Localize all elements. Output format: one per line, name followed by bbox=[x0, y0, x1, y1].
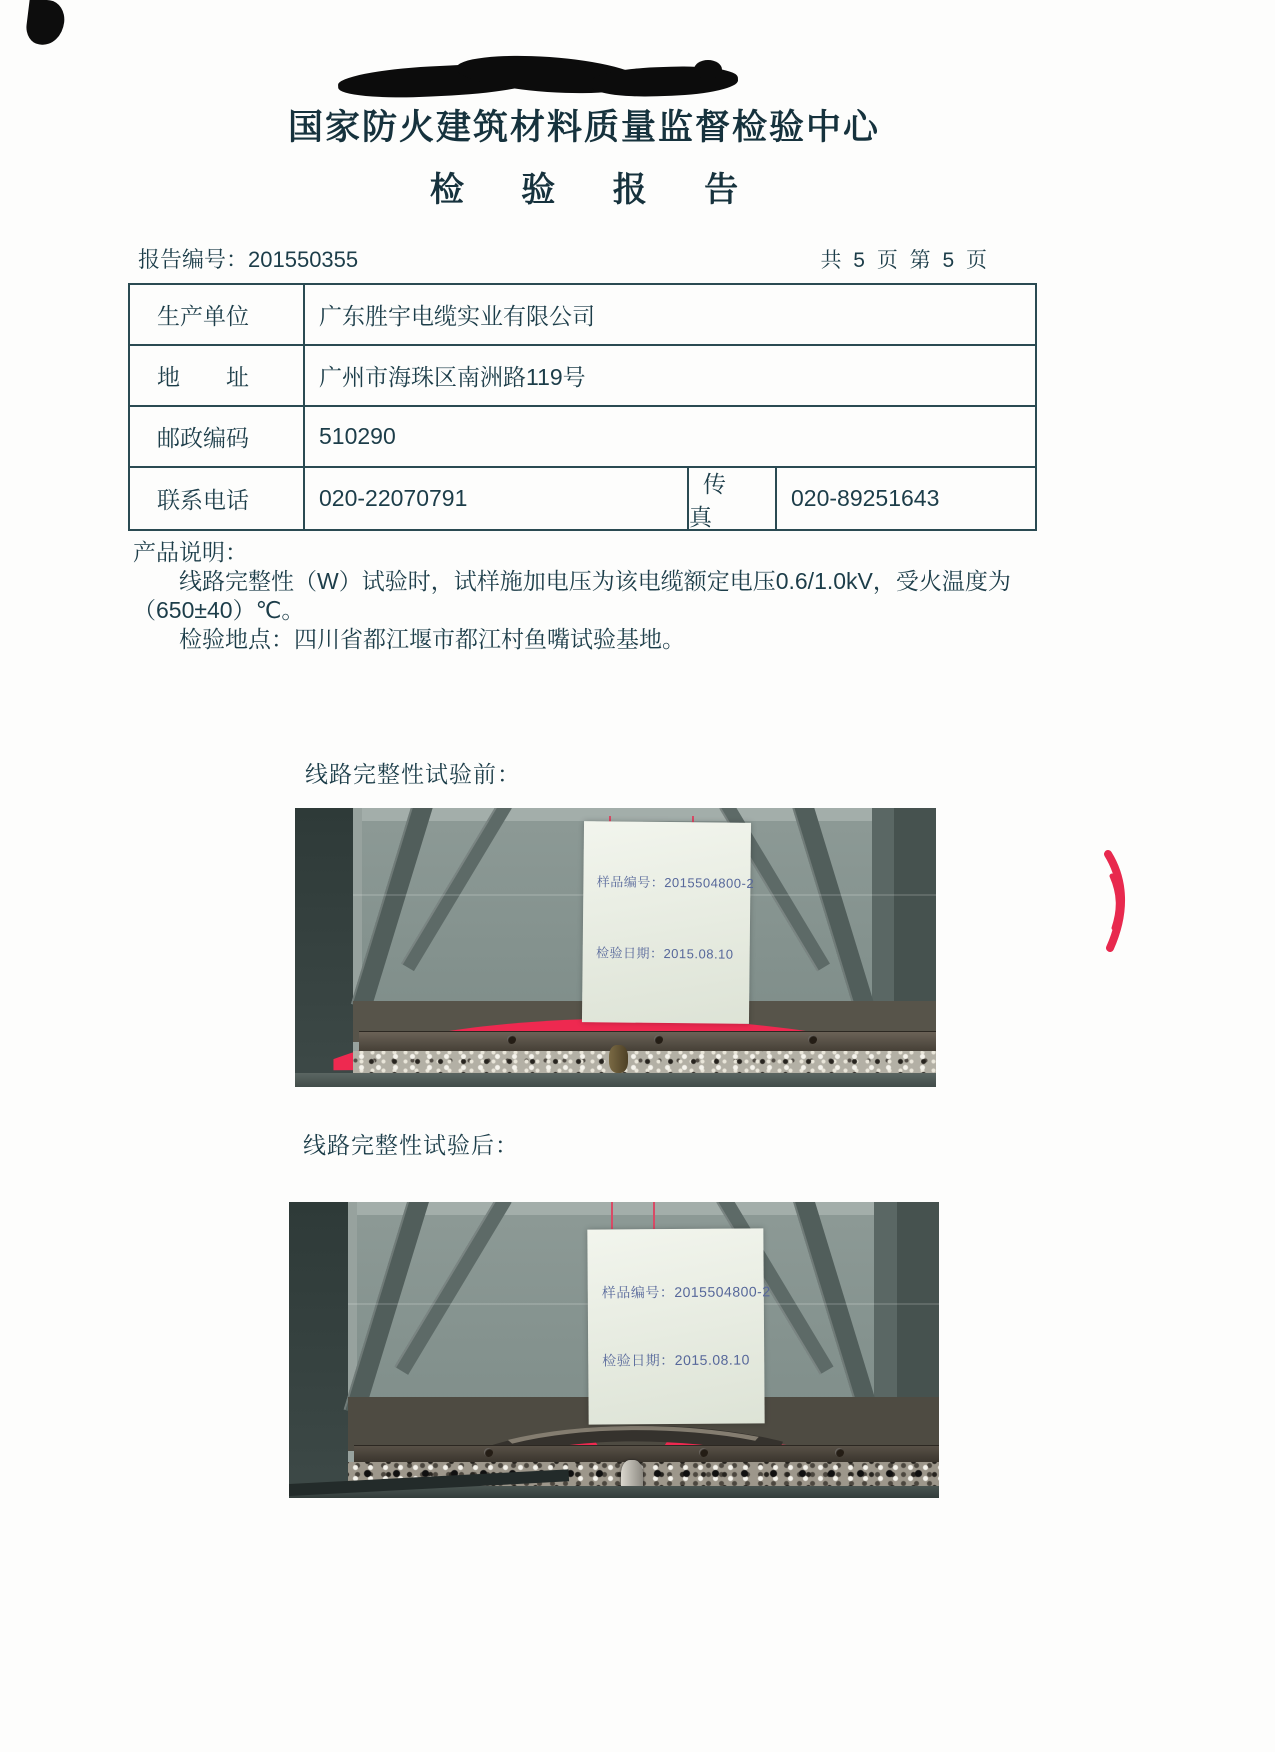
report-number-value: 201550355 bbox=[248, 247, 359, 272]
manufacturer-info-table bbox=[128, 283, 1037, 531]
table-row bbox=[130, 407, 1035, 468]
product-description-heading: 产品说明： bbox=[133, 539, 248, 565]
inspection-date-text: 检验日期：2015.08.10 bbox=[602, 1351, 750, 1369]
photo-bolt bbox=[699, 1448, 708, 1457]
info-label: 地 址 bbox=[130, 346, 305, 405]
product-description bbox=[133, 538, 1033, 654]
product-description-line: （650±40）℃。 bbox=[133, 597, 305, 623]
photo-bolt bbox=[507, 1035, 516, 1044]
info-value: 020-22070791 bbox=[319, 485, 468, 511]
page-title: 国家防火建筑材料质量监督检验中心 bbox=[287, 108, 880, 147]
scan-ink-blot bbox=[24, 0, 66, 47]
page-subtitle: 检 验 报 告 bbox=[429, 171, 763, 209]
photo-after-caption: 线路完整性试验后： bbox=[303, 1132, 519, 1158]
photo-after bbox=[289, 1202, 939, 1498]
info-label: 邮政编码 bbox=[130, 407, 305, 466]
sample-number-text: 样品编号：2015504800-2 bbox=[601, 1282, 771, 1300]
scan-ink-smudge-part bbox=[694, 60, 722, 79]
product-description-line: 线路完整性（W）试验时，试样施加电压为该电缆额定电压0.6/1.0kV，受火温度为 bbox=[179, 568, 1011, 594]
info-value: 广东胜宇电缆实业有限公司 bbox=[319, 303, 595, 329]
product-description-line: 检验地点：四川省都江堰市都江村鱼嘴试验基地。 bbox=[179, 626, 685, 652]
photo-before bbox=[295, 808, 936, 1087]
photo-center-bolt bbox=[609, 1045, 628, 1073]
report-meta-row bbox=[138, 243, 990, 274]
photo-lower-bar bbox=[295, 1073, 936, 1087]
info-value: 广州市海珠区南洲路119号 bbox=[319, 364, 586, 390]
photo-bolt bbox=[484, 1448, 493, 1457]
sample-number-text: 样品编号：2015504800-2 bbox=[597, 874, 755, 892]
photo-bolt bbox=[835, 1448, 844, 1457]
photo-before-caption: 线路完整性试验前： bbox=[305, 761, 521, 787]
table-row bbox=[130, 468, 1035, 529]
pagination: 共 5 页 第 5 页 bbox=[820, 249, 990, 272]
report-number bbox=[138, 243, 358, 274]
info-label: 生产单位 bbox=[130, 285, 305, 344]
inspection-date-text: 检验日期：2015.08.10 bbox=[596, 944, 735, 962]
sample-label-card bbox=[582, 821, 755, 1024]
info-label: 联系电话 bbox=[130, 468, 305, 529]
info-value: 510290 bbox=[319, 423, 396, 449]
info-value: 020-89251643 bbox=[791, 485, 940, 511]
red-pen-mark bbox=[1094, 846, 1138, 956]
info-label: 传真 bbox=[687, 468, 777, 529]
table-row bbox=[130, 346, 1035, 407]
sample-label-card bbox=[587, 1228, 771, 1425]
table-row bbox=[130, 285, 1035, 346]
report-number-label: 报告编号： bbox=[138, 247, 249, 272]
photo-debris-tray bbox=[353, 1051, 936, 1076]
